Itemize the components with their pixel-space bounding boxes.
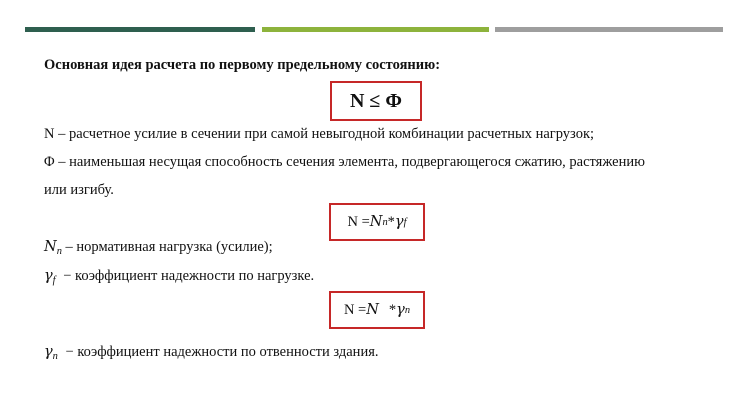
gamma-n-symbol: γ [44,344,53,360]
gamma-f-subscript: f [52,275,56,287]
formula-1-n: N [369,214,383,230]
design-load-formula-box [329,203,425,241]
formula-1-gamma: γ [394,214,404,230]
gamma-f-symbol: γ [44,268,53,284]
accent-bar-dark-green [25,27,255,32]
definition-nn [44,238,273,261]
main-formula-box [330,81,422,121]
reliability-formula-box [329,291,425,329]
formula-2-lhs: N = [343,301,367,318]
formula-1-lhs: N = [347,213,370,230]
nn-subscript: n [56,246,62,258]
formula-2-n: N [366,302,379,318]
gamma-n-text: − коэффициент надежности по отвенности здания. [61,344,379,360]
accent-bar-gray [495,27,723,32]
formula-1-gamma-sub: f [403,216,407,228]
slide-heading: Основная идея расчета по первому предельному состоянию: [44,57,441,73]
formula-2-gamma: γ [396,302,405,318]
nn-symbol: N [44,239,57,255]
gamma-n-subscript: n [52,351,58,363]
formula-1-n-sub: n [382,216,388,228]
formula-2-gamma-sub: n [404,304,411,316]
formula-1-op: * [387,213,395,230]
nn-text: – нормативная нагрузка (усилие); [61,239,273,255]
formula-2-op: * [388,301,397,318]
gamma-f-text: − коэффициент надежности по нагрузке. [59,268,315,284]
accent-bar-light-green [262,27,489,32]
main-formula: N ≤ Φ [349,89,402,112]
definition-gamma-n [44,343,379,366]
definition-gamma-f [44,267,314,290]
definition-n: N – расчетное усилие в сечении при самой невыгодной комбинации расчетных нагрузок; [44,126,595,142]
definition-phi-line-2: или изгибу. [44,182,114,198]
definition-phi-line-1: Φ – наименьшая несущая способность сечения элемента, подвергающегося сжатию, растяжению [44,154,645,170]
